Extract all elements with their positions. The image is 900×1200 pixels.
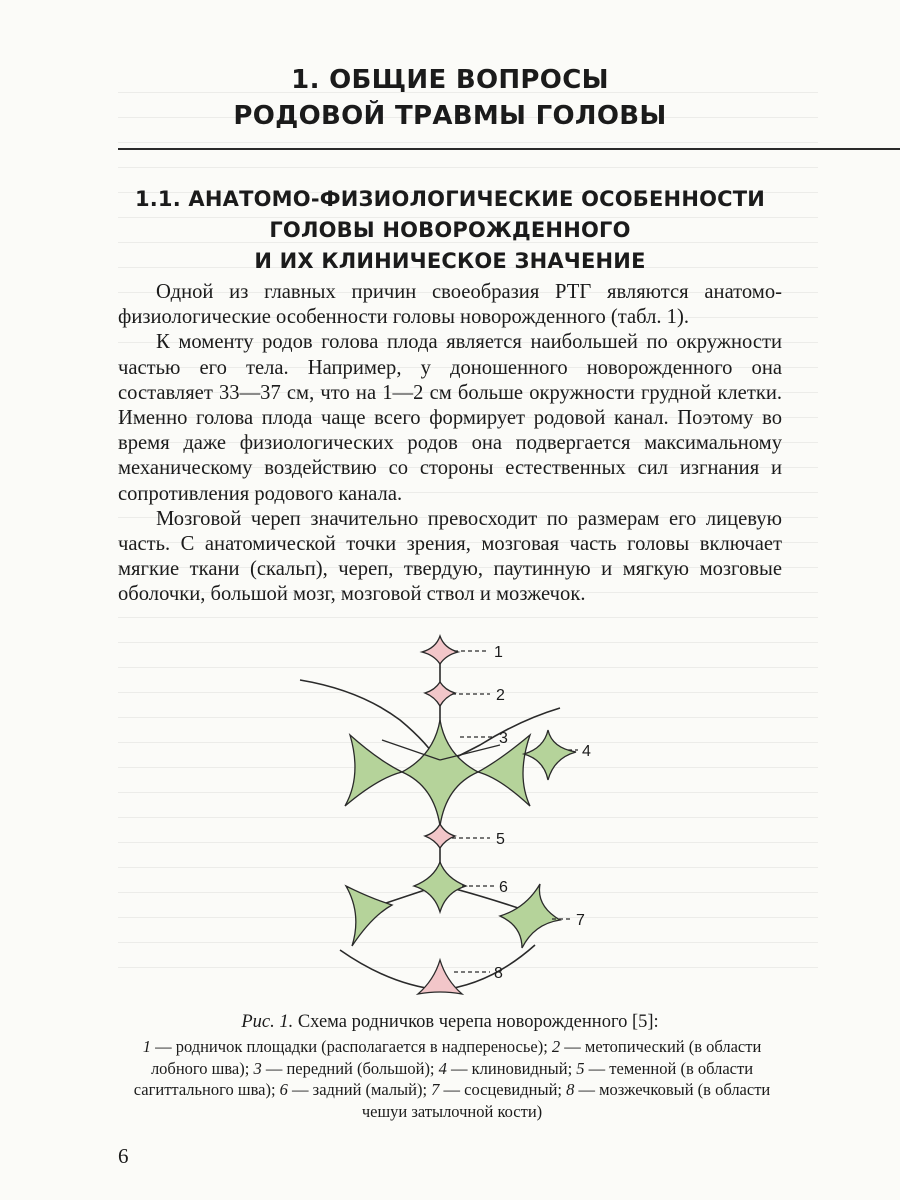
fontanelle-7-shape bbox=[500, 884, 560, 948]
paragraph: К моменту родов голова плода является наибольшей по окружности частью его тела. Например, у доношенного новорожденного она составляет 33—37 см, что на 1—2 см больше окружности грудной клетки. Именно голова плода чаще всего формирует родовой канал. Поэтому во время даже физиологических родов она подвергается максимальному механическому воздействию со стороны естественных сил изгнания и сопротивления родового канала. bbox=[118, 331, 782, 505]
occipital-suture-right bbox=[440, 945, 535, 990]
figure-label-2: 2 bbox=[496, 687, 505, 704]
fontanelle-6-wing-left bbox=[346, 886, 392, 946]
figure-label-8: 8 bbox=[494, 965, 503, 982]
legend-num: 6 bbox=[279, 1080, 288, 1099]
legend-text: — метопический (в области лобного шва); bbox=[150, 1037, 762, 1078]
figure-label-5: 5 bbox=[496, 831, 505, 848]
figure-label-7: 7 bbox=[576, 912, 585, 929]
figure-title: Схема родничков черепа новорожденного [5]: bbox=[293, 1012, 659, 1032]
chapter-title-line-1: 1. ОБЩИЕ ВОПРОСЫ bbox=[291, 65, 609, 95]
figure-label-1: 1 bbox=[494, 644, 503, 661]
chapter-title bbox=[118, 62, 782, 134]
section-title-line-2: ГОЛОВЫ НОВОРОЖДЕННОГО bbox=[269, 218, 631, 242]
legend-text: — клиновидный; bbox=[446, 1058, 577, 1078]
legend-text: — родничок площадки (располагается в надпереносье); bbox=[150, 1037, 552, 1056]
legend-num: 7 bbox=[431, 1080, 440, 1099]
header-rule bbox=[118, 148, 900, 150]
section-title-line-1: 1.1. АНАТОМО-ФИЗИОЛОГИЧЕСКИЕ ОСОБЕННОСТИ bbox=[134, 187, 766, 211]
section-title bbox=[118, 184, 782, 277]
occipital-suture-left bbox=[340, 950, 440, 990]
fontanelle-4-shape bbox=[524, 730, 576, 780]
fontanelles-diagram bbox=[0, 620, 900, 1020]
page-number: 6 bbox=[118, 1144, 129, 1168]
fontanelle-8-shape bbox=[418, 960, 462, 994]
figure-labels bbox=[494, 644, 591, 982]
legend-text: — мозжечковый (в области чешуи затылочной кости) bbox=[361, 1080, 771, 1121]
fontanelle-6-shape bbox=[414, 862, 466, 912]
paragraph: Мозговой череп значительно превосходит по размерам его лицевую часть. С анатомической точки зрения, мозговая часть головы включает мягкие ткани (скальп), череп, твердую, паутинную и мягкую мозговые оболочки, большой мозг, мозговой ствол и мозжечок. bbox=[118, 507, 782, 606]
section-title-line-3: И ИХ КЛИНИЧЕСКОЕ ЗНАЧЕНИЕ bbox=[254, 249, 646, 273]
figure-legend bbox=[122, 1036, 782, 1122]
legend-num: 2 bbox=[551, 1037, 561, 1056]
legend-num: 5 bbox=[576, 1058, 585, 1078]
figure-number: Рис. 1. bbox=[241, 1012, 294, 1032]
legend-num: 1 bbox=[142, 1037, 151, 1056]
chapter-title-line-2: РОДОВОЙ ТРАВМЫ ГОЛОВЫ bbox=[233, 101, 667, 131]
fontanelle-3-wing-left bbox=[345, 735, 402, 806]
legend-text: — задний (малый); bbox=[287, 1080, 432, 1099]
figure-label-4: 4 bbox=[582, 743, 591, 760]
legend-text: — теменной (в области сагиттального шва); bbox=[133, 1058, 754, 1099]
paragraph: Одной из главных причин своеобразия РТГ являются анатомо-физиологические особенности головы новорожденного (табл. 1). bbox=[118, 281, 782, 329]
fontanelles-svg bbox=[0, 620, 900, 1020]
fontanelle-1-shape bbox=[422, 636, 458, 664]
body-text bbox=[118, 280, 782, 608]
figure-label-6: 6 bbox=[499, 879, 508, 896]
legend-text: — сосцевидный; bbox=[439, 1080, 567, 1099]
legend-num: 3 bbox=[253, 1058, 262, 1078]
legend-num: 4 bbox=[438, 1058, 447, 1078]
legend-num: 8 bbox=[566, 1080, 575, 1099]
figure-label-3: 3 bbox=[499, 730, 508, 747]
fontanelle-2-shape bbox=[425, 682, 455, 706]
fontanelle-5-shape bbox=[425, 824, 455, 848]
legend-text: — передний (большой); bbox=[261, 1058, 439, 1078]
figure-caption bbox=[118, 1010, 782, 1034]
